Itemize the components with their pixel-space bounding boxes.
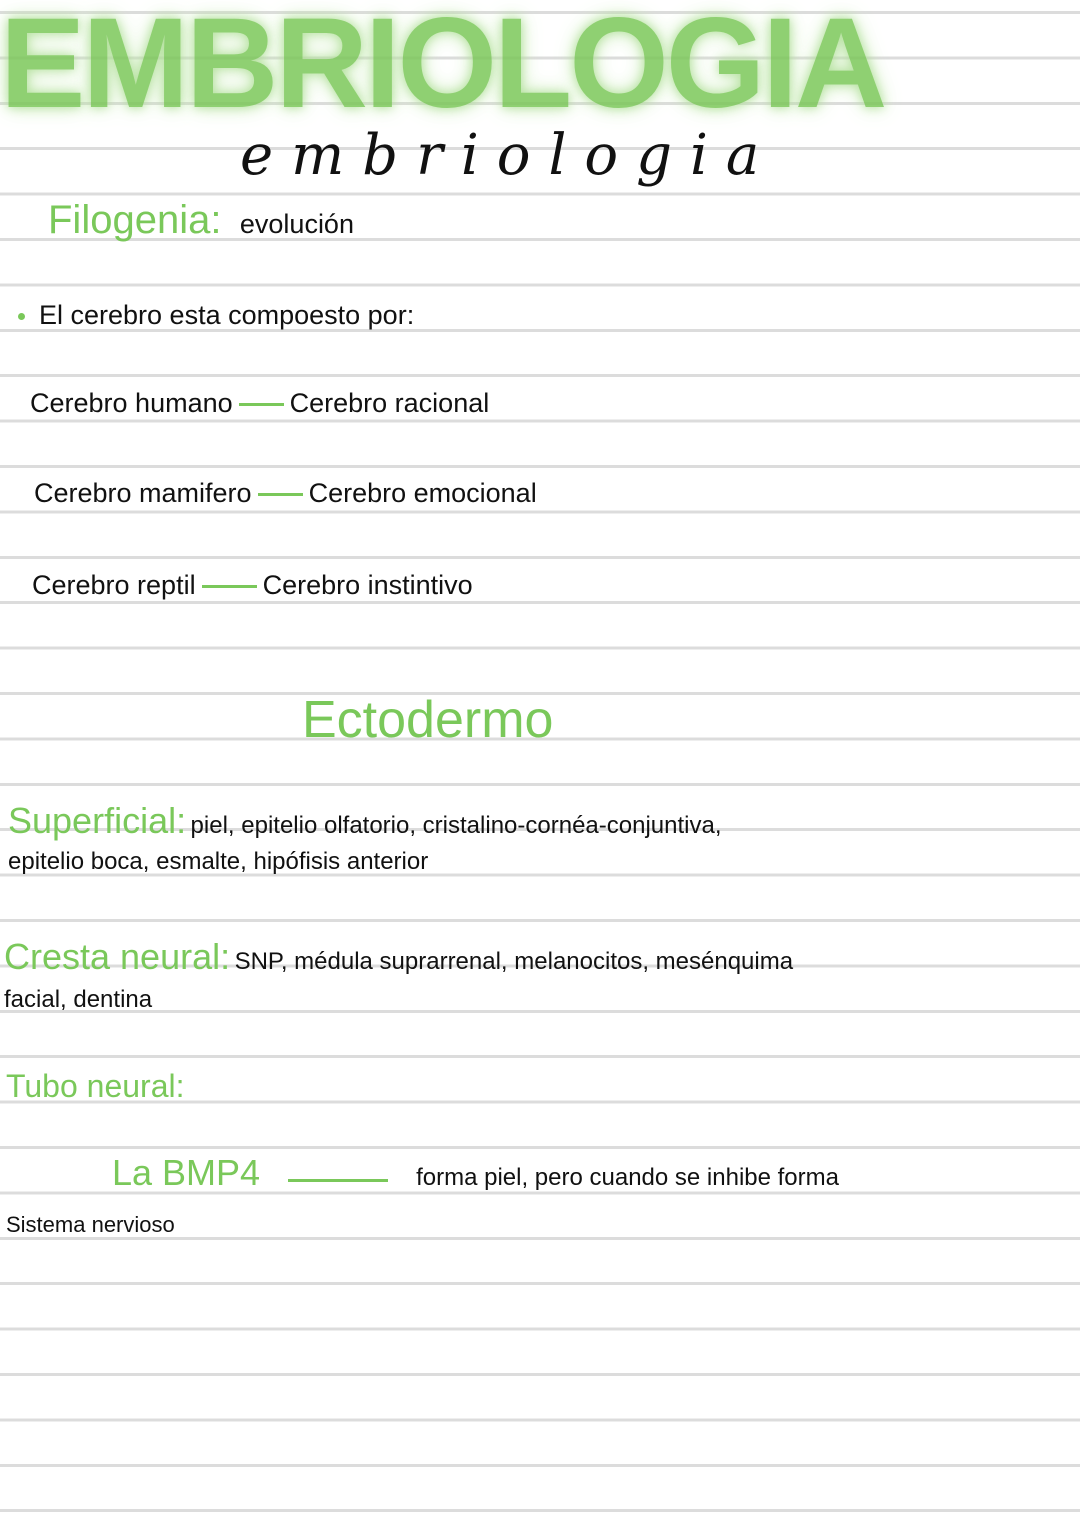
superficial-line1	[8, 800, 1073, 842]
bmp-text: forma piel, pero cuando se inhibe forma	[416, 1164, 839, 1191]
bmp-text-2: Sistema nervioso	[6, 1212, 175, 1237]
title-script: embriologia	[240, 123, 778, 188]
cresta-text: SNP, médula suprarrenal, melanocitos, mesénquima	[234, 948, 794, 975]
superficial-text-2: epitelio boca, esmalte, hipófisis anterior	[8, 848, 429, 875]
cresta-line1	[4, 936, 1074, 978]
bullet-icon	[18, 313, 25, 320]
brain-left: Cerebro mamifero	[34, 478, 252, 508]
brain-right: Cerebro emocional	[308, 478, 537, 508]
brain-row	[30, 388, 1030, 419]
tubo-label: Tubo neural:	[6, 1068, 185, 1104]
dash-line	[258, 493, 303, 496]
filogenia-text: evolución	[239, 209, 354, 239]
brain-right: Cerebro instintivo	[262, 570, 473, 600]
brain-row	[32, 570, 1032, 601]
brain-row	[34, 478, 1034, 509]
intro-text: El cerebro esta compoesto por:	[39, 300, 415, 330]
dash-line	[288, 1179, 388, 1182]
brain-left: Cerebro reptil	[32, 570, 196, 600]
brain-left: Cerebro humano	[30, 388, 233, 418]
superficial-text: piel, epitelio olfatorio, cristalino-cornéa-conjuntiva,	[190, 812, 722, 839]
superficial-label: Superficial:	[8, 800, 187, 841]
bmp-label: La BMP4	[112, 1152, 261, 1193]
cresta-text-2: facial, dentina	[4, 986, 153, 1013]
filogenia-line	[48, 198, 1048, 243]
dash-line	[239, 403, 284, 406]
brain-right: Cerebro racional	[289, 388, 490, 418]
title-block-letters: EMBRIOLOGIA	[0, 0, 885, 135]
dash-line	[202, 585, 257, 588]
cresta-label: Cresta neural:	[4, 936, 231, 977]
bmp-line	[112, 1152, 1072, 1194]
filogenia-label: Filogenia:	[48, 198, 222, 242]
section-heading: Ectodermo	[302, 691, 554, 749]
intro-line	[18, 300, 1018, 331]
